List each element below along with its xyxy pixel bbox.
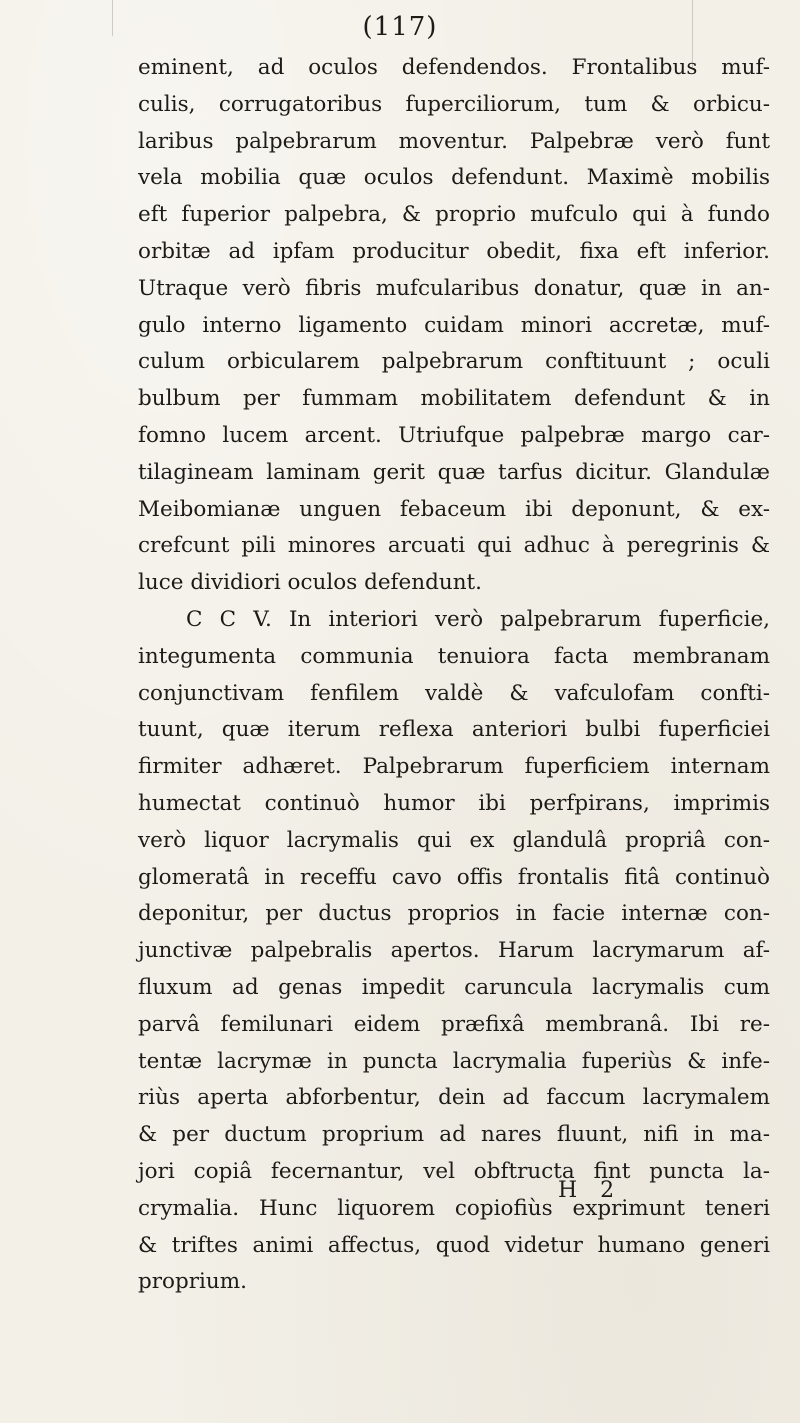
- text-line: orbitæ ad ipfam producitur obedit, fixa eft inferior.: [138, 238, 770, 264]
- text-line: tilagineam laminam gerit quæ tarfus dicitur. Glandulæ: [138, 459, 770, 485]
- text-line: culum orbicularem palpebrarum conftituunt ; oculi: [138, 349, 770, 375]
- text-line: glomeratâ in receffu cavo offis frontalis fitâ continuò: [138, 864, 770, 890]
- text-line: deponitur, per ductus proprios in facie internæ con-: [138, 901, 770, 927]
- text-line: proprium.: [138, 1269, 247, 1295]
- text-line: parvâ femilunari eidem præfixâ membranâ. Ibi re-: [138, 1011, 770, 1037]
- page-edge-mark: [692, 0, 693, 70]
- text-line: riùs aperta abforbentur, dein ad faccum lacrymalem: [138, 1085, 770, 1111]
- text-line: luce dividiori oculos defendunt.: [138, 570, 483, 596]
- text-line: & triftes animi affectus, quod videtur humano generi: [138, 1232, 770, 1258]
- text-line: tentæ lacrymæ in puncta lacrymalia fuperiùs & infe-: [138, 1048, 770, 1074]
- text-line: Meibomianæ unguen febaceum ibi deponunt, & ex-: [138, 496, 770, 522]
- text-line: firmiter adhæret. Palpebrarum fuperficiem internam: [138, 754, 770, 780]
- text-line: & per ductum proprium ad nares fluunt, nifi in ma-: [138, 1122, 770, 1148]
- text-line: laribus palpebrarum moventur. Palpebræ verò funt: [138, 128, 770, 154]
- text-line: bulbum per fummam mobilitatem defendunt & in: [138, 386, 770, 412]
- text-line: culis, corrugatoribus fuperciliorum, tum & orbicu-: [138, 91, 770, 117]
- text-line: integumenta communia tenuiora facta membranam: [138, 643, 770, 669]
- text-line: tuunt, quæ iterum reflexa anteriori bulbi fuperficiei: [138, 717, 770, 743]
- text-line: C C V. In interiori verò palpebrarum fuperficie,: [186, 606, 770, 632]
- text-line: fomno lucem arcent. Utriufque palpebræ margo car-: [138, 422, 770, 448]
- text-line: Utraque verò fibris mufcularibus donatur, quæ in an-: [138, 275, 770, 301]
- body-text: [138, 50, 770, 1301]
- text-line: humectat continuò humor ibi perfpirans, imprimis: [138, 790, 770, 816]
- text-line: gulo interno ligamento cuidam minori accretæ, muf-: [138, 312, 770, 338]
- text-line: junctivæ palpebralis apertos. Harum lacrymarum af-: [138, 938, 770, 964]
- text-line: conjunctivam fenfilem valdè & vafculofam confti-: [138, 680, 770, 706]
- text-line: jori copiâ fecernantur, vel obftructa fint puncta la-: [138, 1158, 770, 1184]
- text-line: eft fuperior palpebra, & proprio mufculo qui à fundo: [138, 202, 770, 228]
- page-number: (117): [362, 12, 438, 42]
- text-line: crefcunt pili minores arcuati qui adhuc à peregrinis &: [138, 533, 770, 559]
- catchword: H 2: [558, 1178, 623, 1203]
- text-line: eminent, ad oculos defendendos. Frontalibus muf-: [138, 55, 770, 80]
- text-line: vela mobilia quæ oculos defendunt. Maximè mobilis: [138, 165, 770, 191]
- page-edge-mark: [112, 0, 113, 36]
- text-line: verò liquor lacrymalis qui ex glandulâ propriâ con-: [138, 827, 770, 853]
- text-line: crymalia. Hunc liquorem copiofiùs exprimunt teneri: [138, 1195, 770, 1221]
- text-line: fluxum ad genas impedit caruncula lacrymalis cum: [138, 974, 770, 1000]
